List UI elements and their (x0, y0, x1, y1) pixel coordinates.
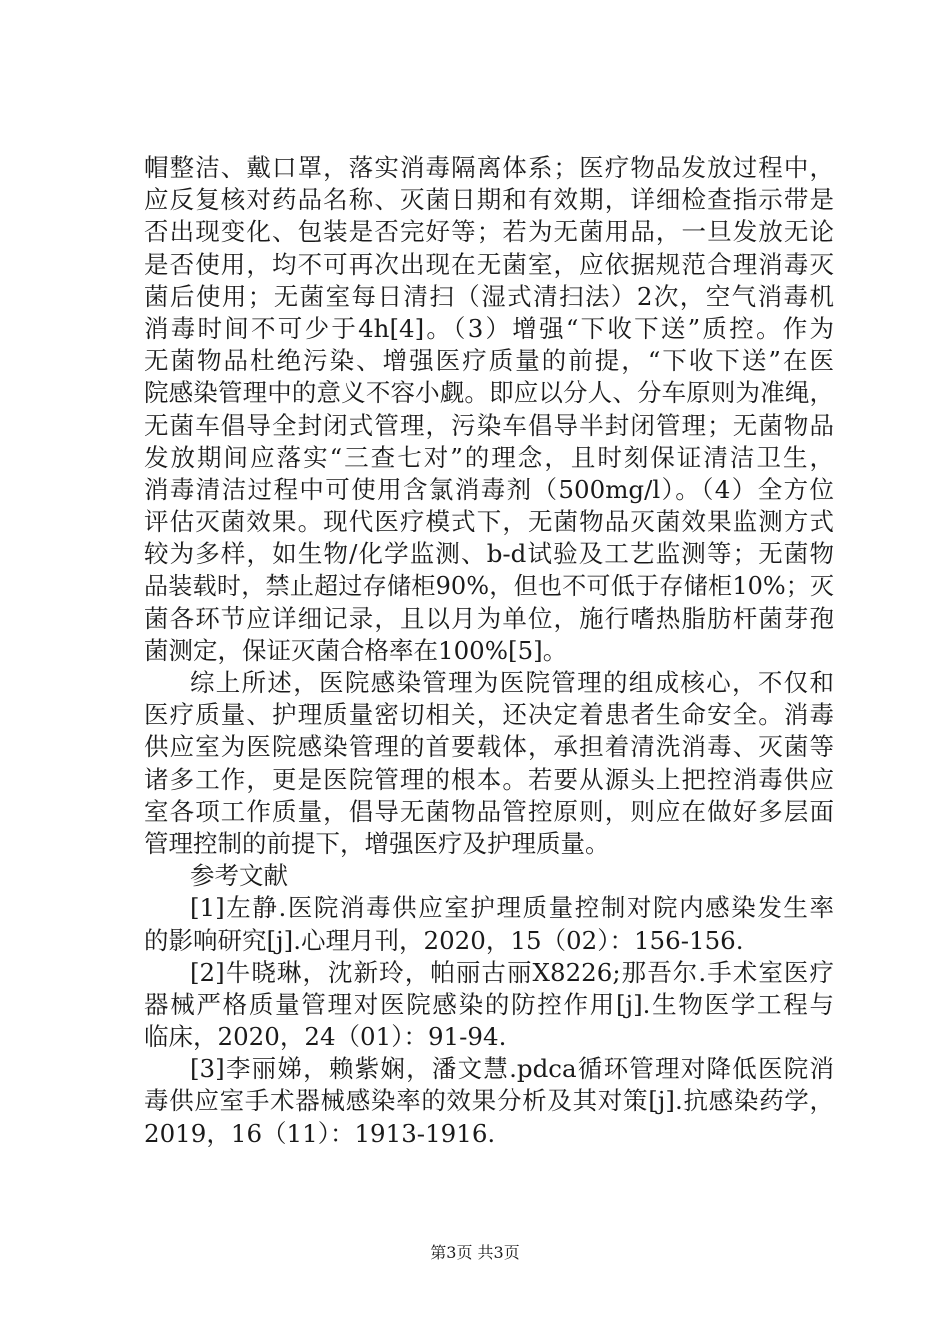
reference-line: [2]牛晓琳，沈新玲，帕丽古丽X8226;那吾尔.手术室医疗 (190, 957, 834, 987)
document-body (144, 152, 834, 1150)
body-line: 院感染管理中的意义不容小觑。即应以分人、分车原则为准绳， (144, 378, 834, 408)
reference-line: 毒供应室手术器械感染率的效果分析及其对策[j].抗感染药学， (144, 1086, 834, 1116)
body-line: 无菌车倡导全封闭式管理，污染车倡导半封闭管理；无菌物品 (144, 410, 834, 440)
conclusion-line: 综上所述，医院感染管理为医院管理的组成核心，不仅和 (190, 668, 834, 697)
conclusion-line: 室各项工作质量，倡导无菌物品管控原则，则应在做好多层面 (144, 796, 834, 826)
references-heading: 参考文献 (190, 861, 288, 891)
reference-line: 2019，16（11）：1913-1916. (144, 1118, 496, 1148)
body-line: 菌后使用；无菌室每日清扫（湿式清扫法）2次，空气消毒机 (144, 281, 834, 311)
body-line: 较为多样，如生物/化学监测、b-d试验及工艺监测等；无菌物 (144, 539, 834, 569)
conclusion-line: 供应室为医院感染管理的首要载体，承担着清洗消毒、灭菌等 (144, 732, 834, 762)
body-line: 菌测定，保证灭菌合格率在100%[5]。 (144, 635, 568, 665)
body-line: 无菌物品杜绝污染、增强医疗质量的前提，“下收下送”在医 (144, 346, 834, 376)
body-line: 消毒清洁过程中可使用含氯消毒剂（500mg/l）。（4）全方位 (144, 474, 834, 504)
reference-line: [3]李丽娣，赖紫娴，潘文慧.pdca循环管理对降低医院消 (190, 1054, 834, 1084)
body-line: 发放期间应落实“三查七对”的理念，且时刻保证清洁卫生， (144, 442, 834, 472)
body-line: 应反复核对药品名称、灭菌日期和有效期，详细检查指示带是 (144, 185, 834, 215)
reference-line: 器械严格质量管理对医院感染的防控作用[j].生物医学工程与 (144, 989, 834, 1019)
reference-line: [1]左静.医院消毒供应室护理质量控制对院内感染发生率 (190, 893, 834, 923)
reference-line: 临床，2020，24（01）：91-94. (144, 1022, 507, 1052)
page-number-footer: 第3页 共3页 (430, 1243, 520, 1262)
body-line: 帽整洁、戴口罩，落实消毒隔离体系；医疗物品发放过程中， (144, 153, 834, 182)
conclusion-line: 管理控制的前提下，增强医疗及护理质量。 (144, 828, 610, 858)
conclusion-line: 医疗质量、护理质量密切相关，还决定着患者生命安全。消毒 (144, 700, 834, 730)
body-line: 菌各环节应详细记录，且以月为单位，施行嗜热脂肪杆菌芽孢 (144, 603, 834, 633)
conclusion-line: 诸多工作，更是医院管理的根本。若要从源头上把控消毒供应 (144, 764, 834, 794)
reference-line: 的影响研究[j].心理月刊，2020，15（02）：156-156. (144, 925, 744, 955)
body-line: 品装载时，禁止超过存储柜90%，但也不可低于存储柜10%；灭 (144, 572, 834, 601)
body-line: 消毒时间不可少于4h[4]。（3）增强“下收下送”质控。作为 (144, 313, 834, 343)
body-line: 否出现变化、包装是否完好等；若为无菌用品，一旦发放无论 (144, 217, 834, 247)
body-line: 是否使用，均不可再次出现在无菌室，应依据规范合理消毒灭 (144, 249, 834, 279)
body-line: 评估灭菌效果。现代医疗模式下，无菌物品灭菌效果监测方式 (144, 507, 834, 537)
